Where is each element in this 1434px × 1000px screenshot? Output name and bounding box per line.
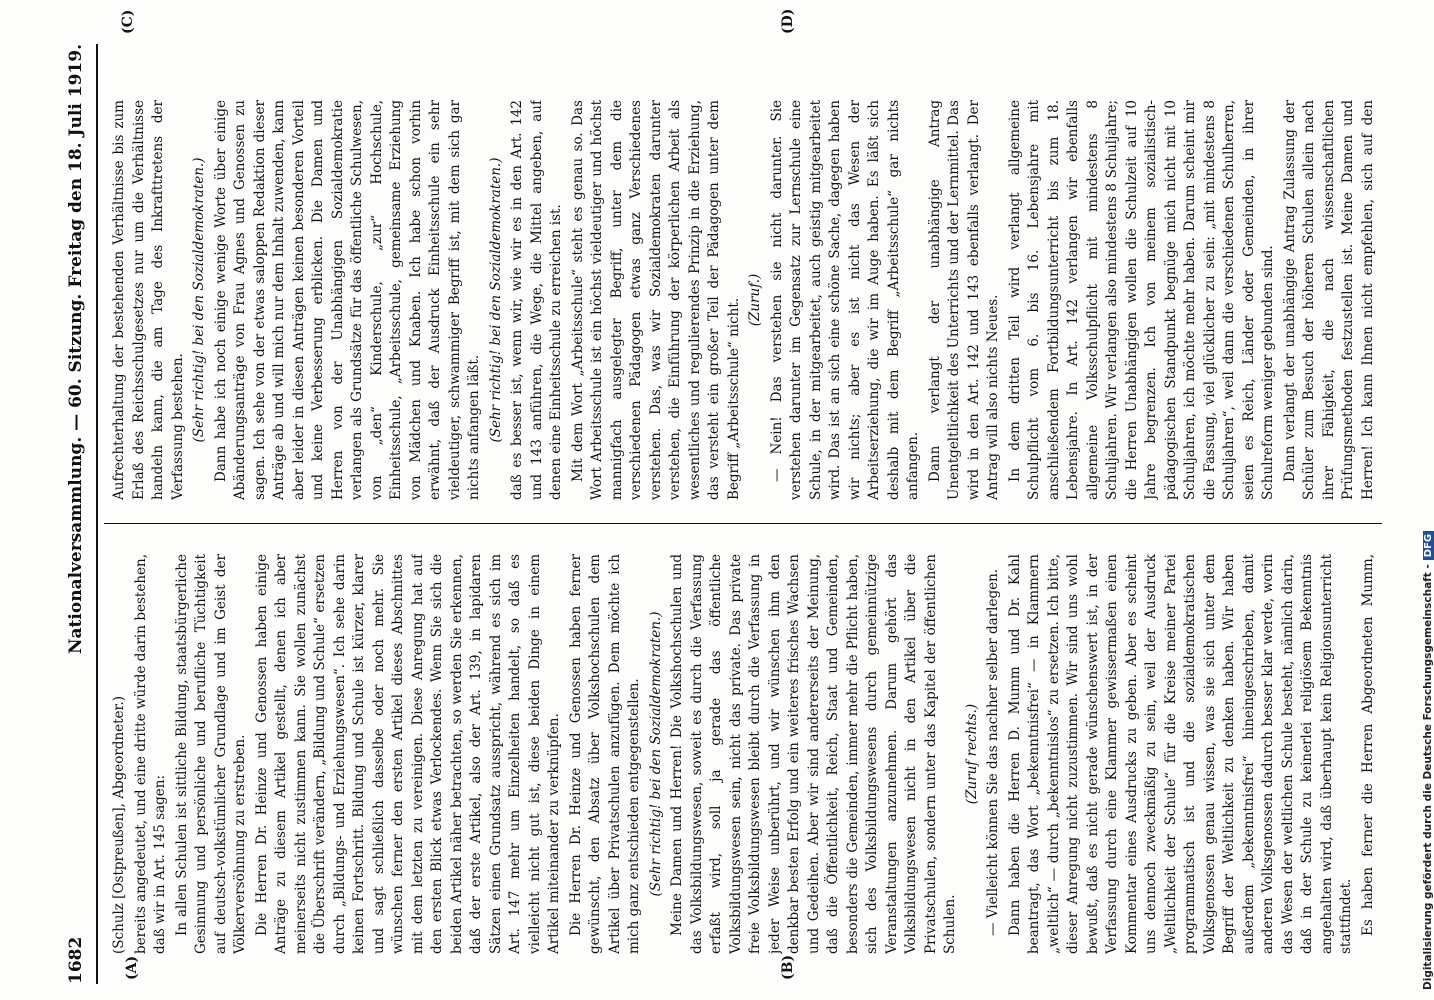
page-number: 1682 (66, 936, 86, 984)
interjection-paragraph: (Sehr richtig! bei den Sozialdemokraten.) (487, 157, 504, 443)
text-paragraph: Aufrechterhaltung der bestehenden Verhältnisse bis zum Erlaß des Reichsschulgesetzes nur um die Verhältnisse handeln kann, die am Tage des Inkrafttretens der Verfassung bestehen. (111, 100, 186, 500)
text-paragraph: Es haben ferner die Herren Abgeordneten Mumm, (1359, 554, 1376, 936)
text-paragraph: In allen Schulen ist sittliche Bildung, staatsbürgerliche Gesinnung und persönliche und berufliche Tüchtigkeit auf deutsch-volkstümlicher Grundlage und im Geist der Völkerversöhnung zu erstreben. (173, 554, 248, 954)
funding-text: Digitalisierung gefördert durch die Deutsche Forschungsgemeinschaft - (1422, 564, 1434, 990)
text-paragraph: Meine Damen und Herren! Die Volkshochschulen und das Volksbildungswesen, soweit es durch die Verfassung erfaßt wird, soll ja gerade das öffentliche Volksbildungswesen sein, nicht das private. Das private freie Volksbildungswesen bleibt durch die Verfassung in jeder Weise unberührt, und wir wünschen ihm den denkbar besten Erfolg und ein weiteres frisches Wachsen und Gedeihen. Aber wir sind andererseits der Meinung, daß die Öffentlichkeit, Reich, Staat und Gemeinden, besonders die Gemeinden, immer mehr die Pflicht haben, sich des Volksbildungswesens durch gemeinnützige Veranstaltungen anzunehmen. Darum gehört das Volksbildungswesen nicht in den Artikel über die Privatschulen, sondern unter das Kapitel der öffentlichen Schulen. (669, 554, 958, 954)
text-paragraph: In dem dritten Teil wird verlangt allgemeine Schulpflicht vom 6. bis 16. Lebensjahre mit anschließendem Fortbildungsunterricht bis zum 18. Lebensjahre. In Art. 142 verlangen wir ebenfalls allgemeine Volksschulpflicht mit mindestens 8 Schuljahren. Wir verlangen also mindestens 8 Schuljahre; die Herren Unabhängigen wollen die Schulzeit auf 10 Jahre begrenzen. Ich von meinem sozialistisch-pädagogischen Standpunkt begnüge mich nicht mit 10 Schuljahren, ich möchte mehr haben. Darum scheint mir die Fassung, viel glücklicher zu sein: „mit mindestens 8 Schuljahren“, weil dann die verschiedenen Schulherren, seien es Reich, Länder oder Gemeinden, in ihrer Schulreform weniger gebunden sind. (1006, 100, 1276, 500)
text-paragraph: Die Herren Dr. Heinze und Genossen haben ferner gewünscht, den Absatz über Volkshochschulen dem Artikel über Privatschulen anzufügen. Dem möchte ich mich ganz entschieden entgegenstellen. (567, 554, 642, 954)
text-paragraph: (Schulz [Ostpreußen], Abgeordneter.) (111, 695, 127, 954)
interjection-paragraph: (Sehr richtig! bei den Sozialdemokraten.) (191, 157, 207, 443)
right-text-column (110, 100, 1380, 500)
left-text-column (110, 554, 1380, 954)
margin-mark-a: (A) (124, 955, 140, 980)
session-date: Freitag den 18. Juli 1919. (66, 44, 86, 288)
margin-mark-c: (C) (120, 9, 136, 34)
interjection-paragraph: (Zuruf rechts.) (963, 703, 980, 805)
text-paragraph: daß es besser ist, wenn wir, wie wir es in den Art. 142 und 143 anführen, die Wege, die Mittel angeben, auf denen eine Einheitsschule zu erreichen ist. (509, 100, 564, 500)
text-paragraph: bereits angedeutet, und eine dritte würde darin bestehen, daß wir in Art. 145 sagen: (132, 554, 168, 954)
text-paragraph: Dann verlangt der unabhängige Antrag Zulassung der Schüler zum Besuch der höheren Schulen allein nach ihrer Fähigkeit, die nach wissenschaftlichen Prüfungsmethoden festzustellen ist. Meine Damen und Herren! Ich kann Ihnen nicht empfehlen, sich auf den (1281, 100, 1376, 500)
header-divider (96, 44, 98, 984)
interjection-paragraph: (Zuruf.) (747, 273, 763, 327)
margin-mark-d: (D) (780, 8, 796, 34)
interjection-paragraph: (Sehr richtig! bei den Sozialdemokraten.) (647, 611, 664, 897)
margin-mark-b: (B) (780, 954, 796, 980)
text-paragraph: Dann haben die Herren D. Mumm und Dr. Kahl beantragt, das Wort „bekenntnisfrei“ — in Klammern „weltlich“ — durch „bekenntnislos“ zu ersetzen. Ich bitte, dieser Anregung nicht zuzustimmen. Wir sind uns wohl bewußt, daß es nicht gerade wünschenswert ist, in der Verfassung durch eine Klammer gewissermaßen einen Kommentar eines Ausdrucks zu geben. Aber es scheint uns dennoch zweckmäßig zu sein, weil der Ausdruck „Weltlichkeit der Schule“ für die Kreise meiner Partei programmatisch ist und die sozialdemokratischen Volksgenossen genau wissen, was sie sich unter dem Begriff der Weltlichkeit zu denken haben. Wir haben außerdem „bekenntnisfrei“ hineingeschrieben, damit anderen Volksgenossen dadurch besser klar werde, worin das Wesen der weltlichen Schule besteht, nämlich darin, daß in der Schule zu keinerlei religiösem Bekenntnis angehalten wird, daß überhaupt kein Religionsunterricht stattfindet. (1006, 554, 1354, 954)
page-header (60, 44, 96, 984)
digitization-note-text (1422, 531, 1434, 990)
text-paragraph: Die Herren Dr. Heinze und Genossen haben einige Anträge zu diesem Artikel gestellt, denen ich aber meinerseits nicht zustimmen kann. Sie wollen zunächst die Überschrift verändern, „Bildung und Schule“ ersetzen durch „Bildungs- und Erziehungswesen“. Ich sehe darin keinen Fortschritt. Bildung und Schule ist kürzer, klarer und sagt schließlich dasselbe oder noch mehr. Sie wünschen ferner den ersten Artikel dieses Abschnittes mit dem letzten zu vereinigen. Diese Anregung hat auf den ersten Blick etwas Verlockendes. Wenn Sie sich die beiden Artikel näher betrachten, so werden Sie erkennen, daß der erste Artikel, also der Art. 139, in lapidaren Sätzen einen Grundsatz ausspricht, während es sich im Art. 147 mehr um Einzelheiten handelt, so daß es vielleicht nicht gut ist, diese beiden Dinge in einem Artikel miteinander zu verknüpfen. (253, 554, 562, 954)
rotated-page-content (40, 0, 1400, 1000)
session-title: Nationalversammlung. — 60. Sitzung. (66, 293, 86, 654)
dfg-logo: DFG (1423, 531, 1434, 560)
digitization-note (1412, 10, 1432, 990)
text-paragraph: — Nein! Das verstehen sie nicht darunter. Sie verstehen darunter im Gegensatz zur Lernschule eine Schule, in der mitgearbeitet, auch geistig mitgearbeitet wird. Das ist an sich eine schöne Sache, dagegen haben wir nichts; aber es ist nicht das Wesen der Arbeitserziehung, die wir im Auge haben. Es läßt sich deshalb mit dem Begriff „Arbeitsschule“ gar nichts anfangen. (768, 100, 921, 500)
column-divider (104, 523, 1382, 524)
text-paragraph: — Vielleicht können Sie das nachher selber darlegen. (985, 568, 1001, 936)
text-paragraph: Dann verlangt der unabhängige Antrag Unentgeltlichkeit des Unterrichts und der Lernmittel. Das wird in den Art. 142 und 143 ebenfalls verlangt. Der Antrag will also nichts Neues. (926, 100, 1001, 500)
text-paragraph: Dann habe ich noch einige wenige Worte über einige Abänderungsanträge von Frau Agnes und Genossen zu sagen. Ich sehe von der etwas saloppen Redaktion dieser Anträge ab und will mich nur dem Inhalt zuwenden, kann aber leider in diesen Anträgen keinen besonderen Vorteil und keine Verbesserung erblicken. Die Damen und Herren von der Unabhängigen Sozialdemokratie verlangen als Grundsätze für das öffentliche Schulwesen, von „den“ Kinderschule, „zur“ Hochschule, Einheitsschule, „Arbeitsschule, gemeinsame Erziehung von Mädchen und Knaben. Ich habe schon vorhin erwähnt, daß der Ausdruck Einheitsschule ein sehr vieldeutiger, schwammiger Begriff ist, mit dem sich gar nichts anfangen läßt. (212, 100, 482, 500)
text-paragraph: Mit dem Wort „Arbeitsschule“ steht es genau so. Das Wort Arbeitsschule ist ein höchst vieldeutiger und höchst mannigfach ausgelegter Begriff, unter dem die verschiedenen Pädagogen etwas ganz Verschiedenes verstehen. Das, was wir Sozialdemokraten darunter verstehen, die Einführung der körperlichen Arbeit als wesentliches und regulierendes Prinzip in die Erziehung, das versteht ein großer Teil der Pädagogen unter dem Begriff „Arbeitsschule“ nicht. (569, 100, 742, 500)
